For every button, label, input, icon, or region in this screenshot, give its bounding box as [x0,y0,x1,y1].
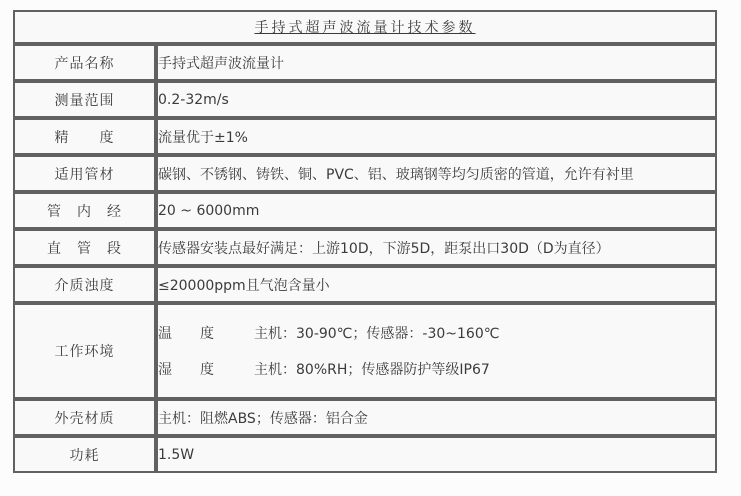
humidity-sublabel: 湿 度 [158,362,214,378]
row-label-pipe-diameter: 管 内 经 [13,192,156,229]
table-row [13,81,717,118]
row-label-work-environment: 工作环境 [13,303,156,399]
row-label-power-consumption: 功耗 [13,436,156,473]
table-row [13,118,717,155]
row-value-product-name: 手持式超声波流量计 [156,44,717,81]
table-row [13,44,717,81]
row-value-pipe-diameter: 20 ~ 6000mm [156,192,717,229]
row-value-medium-turbidity: ≤20000ppm且气泡含量小 [156,266,717,303]
row-value-straight-pipe: 传感器安装点最好满足：上游10D，下游5D，距泵出口30D（D为直径） [156,229,717,266]
row-label-housing-material: 外壳材质 [13,399,156,436]
table-row [13,436,717,473]
row-label-accuracy: 精 度 [13,118,156,155]
temperature-sublabel: 温 度 [158,326,214,342]
temperature-subvalue: 主机：30-90℃；传感器：-30~160℃ [254,326,500,342]
table-row [13,229,717,266]
table-row [13,192,717,229]
temperature-line [158,315,715,351]
row-label-medium-turbidity: 介质浊度 [13,266,156,303]
humidity-line [158,351,715,387]
page-title: 手持式超声波流量计技术参数 [13,10,717,44]
table-row [13,155,717,192]
title-row [13,10,717,44]
row-value-housing-material: 主机：阻燃ABS；传感器：铝合金 [156,399,717,436]
row-value-measure-range: 0.2-32m/s [156,81,717,118]
row-value-power-consumption: 1.5W [156,436,717,473]
row-label-pipe-material: 适用管材 [13,155,156,192]
table-row [13,399,717,436]
row-label-straight-pipe: 直 管 段 [13,229,156,266]
table-row [13,266,717,303]
row-value-pipe-material: 碳钢、不锈钢、铸铁、铜、PVC、铝、玻璃钢等均匀质密的管道，允许有衬里 [156,155,717,192]
row-value-accuracy: 流量优于±1% [156,118,717,155]
humidity-subvalue: 主机：80%RH；传感器防护等级IP67 [254,362,490,378]
table-row [13,303,717,399]
spec-table [13,10,717,473]
row-label-product-name: 产品名称 [13,44,156,81]
row-value-work-environment [156,303,717,399]
row-label-measure-range: 测量范围 [13,81,156,118]
